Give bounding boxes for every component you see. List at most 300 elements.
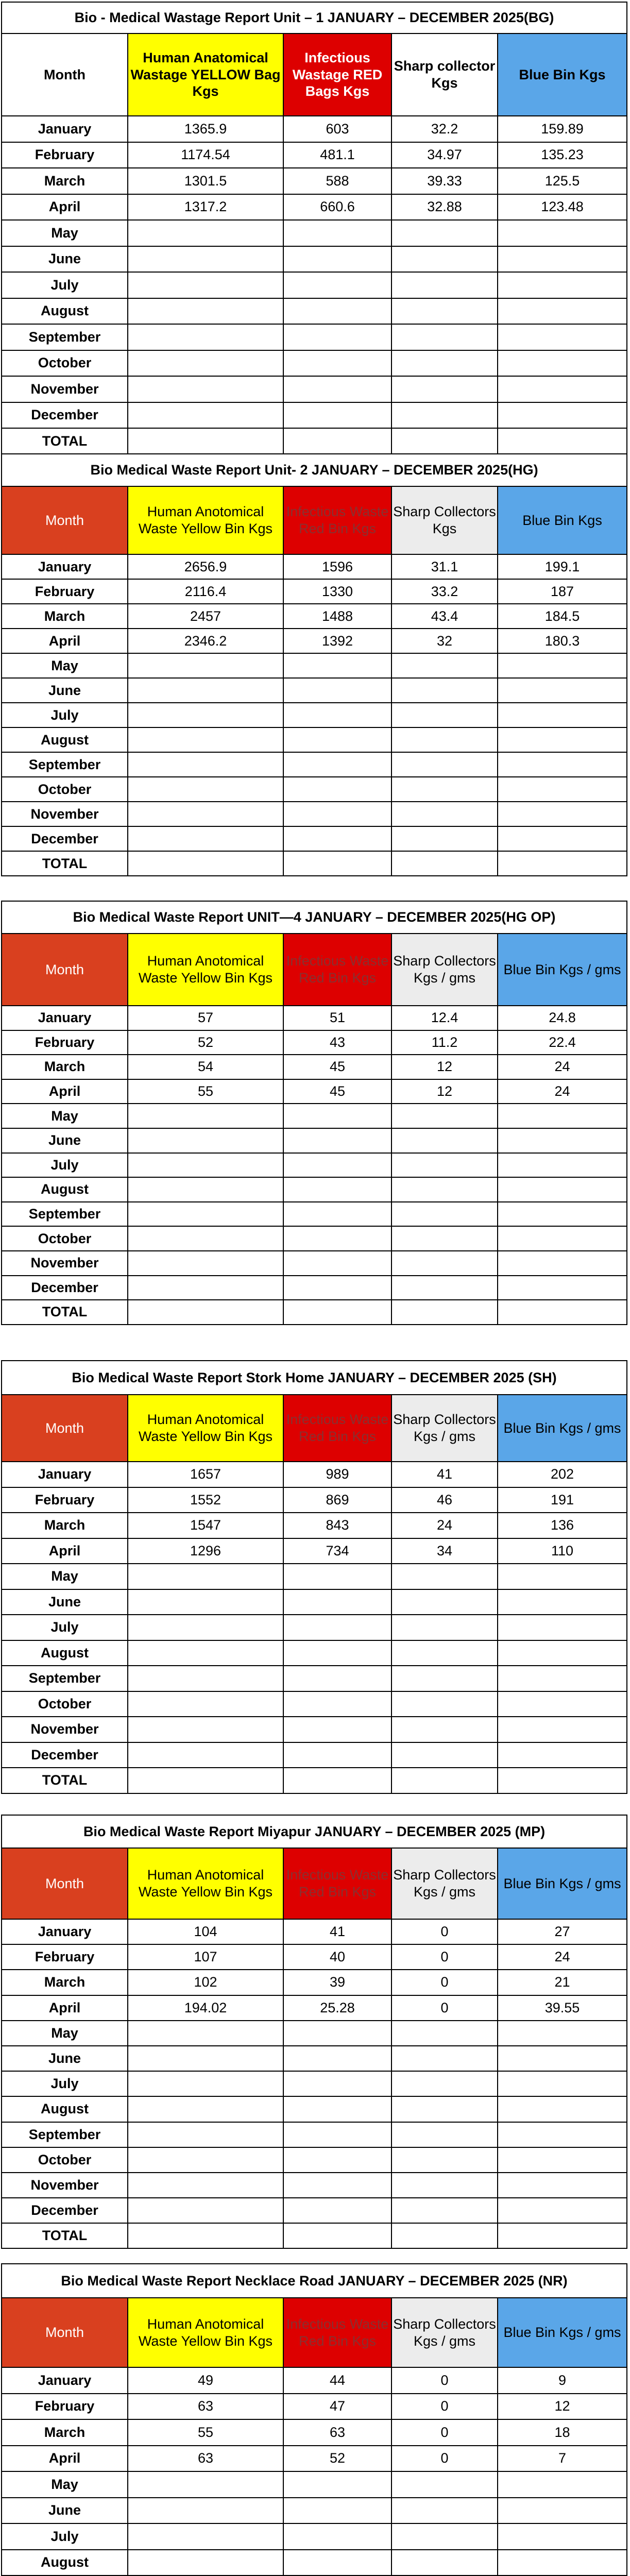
month-cell: January bbox=[2, 2367, 128, 2394]
sharp-collector-value bbox=[391, 2122, 498, 2147]
sharp-collector-value: 34.97 bbox=[391, 142, 498, 168]
table-row bbox=[2, 703, 627, 727]
red-bin-value bbox=[283, 1564, 391, 1589]
yellow-bin-value bbox=[128, 1251, 283, 1276]
red-bin-header: Infectious Waste Red Bin Kgs bbox=[283, 2298, 391, 2367]
yellow-bin-value: 102 bbox=[128, 1970, 283, 1995]
blue-bin-header: Blue Bin Kgs / gms bbox=[498, 1848, 627, 1919]
month-cell: January bbox=[2, 554, 128, 579]
month-cell: September bbox=[2, 324, 128, 350]
blue-bin-value: 24.8 bbox=[498, 1006, 627, 1030]
table-row bbox=[2, 1251, 627, 1276]
blue-bin-value bbox=[498, 727, 627, 752]
yellow-bin-value bbox=[128, 220, 283, 246]
sharp-collector-value: 31.1 bbox=[391, 554, 498, 579]
table-row bbox=[2, 1055, 627, 1079]
red-bin-value: 734 bbox=[283, 1538, 391, 1564]
yellow-bin-value bbox=[128, 2021, 283, 2046]
sharp-collector-value bbox=[391, 1300, 498, 1325]
blue-bin-value bbox=[498, 1615, 627, 1640]
red-bin-value bbox=[283, 2523, 391, 2550]
sharp-collector-value bbox=[391, 428, 498, 454]
sharp-collector-value bbox=[391, 246, 498, 273]
sharp-collector-value bbox=[391, 298, 498, 325]
sharp-collector-value: 0 bbox=[391, 1944, 498, 1970]
table-row bbox=[2, 298, 627, 325]
sharp-collector-value bbox=[391, 2173, 498, 2198]
yellow-bin-value: 2346.2 bbox=[128, 629, 283, 653]
report-header-row bbox=[2, 1395, 627, 1462]
yellow-bin-value: 49 bbox=[128, 2367, 283, 2394]
month-cell: July bbox=[2, 2523, 128, 2550]
blue-bin-value bbox=[498, 653, 627, 678]
yellow-bin-value bbox=[128, 703, 283, 727]
red-bin-value bbox=[283, 802, 391, 826]
table-row bbox=[2, 752, 627, 777]
yellow-bin-value bbox=[128, 1226, 283, 1251]
report-title-row bbox=[2, 901, 627, 934]
blue-bin-value bbox=[498, 1742, 627, 1768]
yellow-bin-value: 1657 bbox=[128, 1462, 283, 1487]
sharp-collector-value bbox=[391, 350, 498, 377]
month-cell: August bbox=[2, 1177, 128, 1202]
month-header: Month bbox=[2, 486, 128, 554]
blue-bin-value bbox=[498, 2198, 627, 2223]
sharp-collector-value bbox=[391, 1691, 498, 1717]
table-row bbox=[2, 1226, 627, 1251]
table-row bbox=[2, 1177, 627, 1202]
yellow-bin-value bbox=[128, 1564, 283, 1589]
red-bin-value bbox=[283, 2021, 391, 2046]
yellow-bin-value bbox=[128, 324, 283, 350]
month-cell: May bbox=[2, 653, 128, 678]
table-row bbox=[2, 2071, 627, 2096]
sharp-collector-value bbox=[391, 1177, 498, 1202]
blue-bin-value bbox=[498, 2223, 627, 2248]
sharp-collector-value: 0 bbox=[391, 2394, 498, 2420]
blue-bin-value bbox=[498, 1251, 627, 1276]
yellow-bin-value: 1296 bbox=[128, 1538, 283, 1564]
report-title-row bbox=[2, 1361, 627, 1395]
table-row bbox=[2, 678, 627, 703]
table-row bbox=[2, 1666, 627, 1691]
sharp-collector-value bbox=[391, 2223, 498, 2248]
yellow-bin-value bbox=[128, 246, 283, 273]
blue-bin-value bbox=[498, 1564, 627, 1589]
blue-bin-value: 21 bbox=[498, 1970, 627, 1995]
yellow-bin-value bbox=[128, 1768, 283, 1793]
blue-bin-value bbox=[498, 2122, 627, 2147]
month-cell: TOTAL bbox=[2, 851, 128, 876]
month-cell: October bbox=[2, 1226, 128, 1251]
red-bin-value bbox=[283, 1202, 391, 1227]
blue-bin-value bbox=[498, 402, 627, 429]
yellow-bin-value: 1301.5 bbox=[128, 168, 283, 194]
blue-bin-value bbox=[498, 2471, 627, 2498]
blue-bin-value: 184.5 bbox=[498, 604, 627, 629]
month-cell: May bbox=[2, 1104, 128, 1128]
table-row bbox=[2, 1462, 627, 1487]
report-header-row bbox=[2, 934, 627, 1006]
table-row bbox=[2, 1202, 627, 1227]
sharp-collector-value: 32.2 bbox=[391, 116, 498, 142]
red-bin-value bbox=[283, 2550, 391, 2576]
table-row bbox=[2, 1640, 627, 1666]
blue-bin-value: 136 bbox=[498, 1513, 627, 1538]
sharp-collector-value bbox=[391, 653, 498, 678]
yellow-bin-value: 2457 bbox=[128, 604, 283, 629]
sharp-collector-value bbox=[391, 1589, 498, 1615]
waste-report-table bbox=[1, 2, 627, 455]
red-bin-value: 25.28 bbox=[283, 1995, 391, 2021]
sharp-collector-value bbox=[391, 2046, 498, 2071]
table-row bbox=[2, 2419, 627, 2446]
sharp-collector-value bbox=[391, 2021, 498, 2046]
sharp-collector-header: Sharp Collectors Kgs / gms bbox=[391, 1848, 498, 1919]
red-bin-value: 40 bbox=[283, 1944, 391, 1970]
table-row bbox=[2, 2550, 627, 2576]
table-row bbox=[2, 168, 627, 194]
red-bin-value: 44 bbox=[283, 2367, 391, 2394]
yellow-bin-value bbox=[128, 1589, 283, 1615]
sharp-collector-value bbox=[391, 1742, 498, 1768]
month-header: Month bbox=[2, 1848, 128, 1919]
sharp-collector-value: 0 bbox=[391, 1919, 498, 1944]
month-cell: February bbox=[2, 1030, 128, 1055]
month-cell: February bbox=[2, 2394, 128, 2420]
yellow-bin-header: Human Anatomical Wastage YELLOW Bag Kgs bbox=[128, 33, 283, 116]
table-row bbox=[2, 1513, 627, 1538]
month-cell: November bbox=[2, 1717, 128, 1742]
yellow-bin-value bbox=[128, 1104, 283, 1128]
month-cell: September bbox=[2, 2122, 128, 2147]
sharp-collector-value: 34 bbox=[391, 1538, 498, 1564]
blue-bin-value bbox=[498, 1276, 627, 1300]
table-row bbox=[2, 1742, 627, 1768]
red-bin-value bbox=[283, 1742, 391, 1768]
yellow-bin-header: Human Anotomical Waste Yellow Bin Kgs bbox=[128, 486, 283, 554]
red-bin-value bbox=[283, 1768, 391, 1793]
month-cell: March bbox=[2, 2419, 128, 2446]
yellow-bin-value bbox=[128, 1742, 283, 1768]
red-bin-value bbox=[283, 2173, 391, 2198]
month-cell: April bbox=[2, 194, 128, 221]
red-bin-value bbox=[283, 2498, 391, 2524]
sharp-collector-value bbox=[391, 1251, 498, 1276]
month-cell: May bbox=[2, 220, 128, 246]
blue-bin-value: 187 bbox=[498, 579, 627, 604]
blue-bin-value: 22.4 bbox=[498, 1030, 627, 1055]
blue-bin-header: Blue Bin Kgs bbox=[498, 33, 627, 116]
month-cell: February bbox=[2, 1487, 128, 1513]
red-bin-value bbox=[283, 1615, 391, 1640]
table-row bbox=[2, 2122, 627, 2147]
blue-bin-value bbox=[498, 298, 627, 325]
yellow-bin-header: Human Anotomical Waste Yellow Bin Kgs bbox=[128, 1395, 283, 1462]
sharp-collector-value bbox=[391, 324, 498, 350]
sharp-collector-value bbox=[391, 2096, 498, 2122]
table-row bbox=[2, 2367, 627, 2394]
month-cell: November bbox=[2, 802, 128, 826]
table-row bbox=[2, 1615, 627, 1640]
sharp-collector-value bbox=[391, 2498, 498, 2524]
red-bin-value: 869 bbox=[283, 1487, 391, 1513]
table-row bbox=[2, 1768, 627, 1793]
month-cell: March bbox=[2, 604, 128, 629]
yellow-bin-value: 52 bbox=[128, 1030, 283, 1055]
yellow-bin-value bbox=[128, 1128, 283, 1153]
red-bin-value bbox=[283, 1104, 391, 1128]
blue-bin-value: 9 bbox=[498, 2367, 627, 2394]
yellow-bin-value bbox=[128, 1666, 283, 1691]
red-bin-value bbox=[283, 777, 391, 802]
blue-bin-value bbox=[498, 2173, 627, 2198]
month-cell: June bbox=[2, 1128, 128, 1153]
table-row bbox=[2, 194, 627, 221]
table-row bbox=[2, 350, 627, 377]
red-bin-value bbox=[283, 376, 391, 402]
month-header: Month bbox=[2, 934, 128, 1006]
blue-bin-value bbox=[498, 851, 627, 876]
sharp-collector-value bbox=[391, 1202, 498, 1227]
sharp-collector-value bbox=[391, 851, 498, 876]
table-row bbox=[2, 2471, 627, 2498]
sharp-collector-value bbox=[391, 777, 498, 802]
table-row bbox=[2, 2147, 627, 2173]
yellow-bin-value bbox=[128, 1640, 283, 1666]
table-row bbox=[2, 1970, 627, 1995]
sharp-collector-value: 32.88 bbox=[391, 194, 498, 221]
blue-bin-value: 27 bbox=[498, 1919, 627, 1944]
blue-bin-value: 24 bbox=[498, 1055, 627, 1079]
month-cell: July bbox=[2, 1153, 128, 1178]
month-cell: August bbox=[2, 2096, 128, 2122]
month-cell: December bbox=[2, 402, 128, 429]
red-bin-value bbox=[283, 2223, 391, 2248]
sharp-collector-value bbox=[391, 1666, 498, 1691]
month-cell: May bbox=[2, 2471, 128, 2498]
red-bin-header: Infectious Waste Red Bin Kgs bbox=[283, 934, 391, 1006]
red-bin-value: 1392 bbox=[283, 629, 391, 653]
yellow-bin-value: 55 bbox=[128, 2419, 283, 2446]
table-row bbox=[2, 1717, 627, 1742]
red-bin-header: Infectious Waste Red Bin Kgs bbox=[283, 1848, 391, 1919]
table-row bbox=[2, 653, 627, 678]
red-bin-value bbox=[283, 2096, 391, 2122]
red-bin-value bbox=[283, 428, 391, 454]
blue-bin-header: Blue Bin Kgs / gms bbox=[498, 1395, 627, 1462]
red-bin-value bbox=[283, 678, 391, 703]
yellow-bin-value: 1365.9 bbox=[128, 116, 283, 142]
yellow-bin-header: Human Anotomical Waste Yellow Bin Kgs bbox=[128, 934, 283, 1006]
blue-bin-value bbox=[498, 272, 627, 298]
red-bin-value bbox=[283, 2471, 391, 2498]
month-cell: May bbox=[2, 1564, 128, 1589]
table-row bbox=[2, 428, 627, 454]
sharp-collector-value: 24 bbox=[391, 1513, 498, 1538]
sharp-collector-value bbox=[391, 272, 498, 298]
red-bin-value: 45 bbox=[283, 1055, 391, 1079]
red-bin-value bbox=[283, 826, 391, 851]
table-row bbox=[2, 1538, 627, 1564]
month-cell: April bbox=[2, 1079, 128, 1104]
month-cell: August bbox=[2, 1640, 128, 1666]
sharp-collector-value bbox=[391, 1768, 498, 1793]
sharp-collector-value: 46 bbox=[391, 1487, 498, 1513]
yellow-bin-value bbox=[128, 1153, 283, 1178]
month-cell: September bbox=[2, 1666, 128, 1691]
red-bin-value: 52 bbox=[283, 2446, 391, 2472]
blue-bin-value bbox=[498, 376, 627, 402]
sharp-collector-value bbox=[391, 802, 498, 826]
month-cell: December bbox=[2, 1276, 128, 1300]
sharp-collector-value: 0 bbox=[391, 1970, 498, 1995]
blue-bin-value: 199.1 bbox=[498, 554, 627, 579]
red-bin-value bbox=[283, 1251, 391, 1276]
sharp-collector-value bbox=[391, 1276, 498, 1300]
red-bin-value: 481.1 bbox=[283, 142, 391, 168]
month-cell: TOTAL bbox=[2, 1768, 128, 1793]
red-bin-value bbox=[283, 1666, 391, 1691]
red-bin-value bbox=[283, 1691, 391, 1717]
red-bin-value bbox=[283, 350, 391, 377]
yellow-bin-value bbox=[128, 1300, 283, 1325]
yellow-bin-value bbox=[128, 2498, 283, 2524]
month-cell: April bbox=[2, 629, 128, 653]
month-header: Month bbox=[2, 1395, 128, 1462]
sharp-collector-value: 11.2 bbox=[391, 1030, 498, 1055]
red-bin-value: 1330 bbox=[283, 579, 391, 604]
month-cell: August bbox=[2, 298, 128, 325]
waste-report-table bbox=[1, 2263, 627, 2576]
blue-bin-value bbox=[498, 752, 627, 777]
sharp-collector-value: 33.2 bbox=[391, 579, 498, 604]
sharp-collector-header: Sharp Collectors Kgs / gms bbox=[391, 934, 498, 1006]
yellow-bin-value bbox=[128, 2523, 283, 2550]
month-cell: July bbox=[2, 703, 128, 727]
red-bin-value: 39 bbox=[283, 1970, 391, 1995]
blue-bin-value: 135.23 bbox=[498, 142, 627, 168]
month-cell: TOTAL bbox=[2, 428, 128, 454]
yellow-bin-value bbox=[128, 350, 283, 377]
yellow-bin-value: 63 bbox=[128, 2446, 283, 2472]
red-bin-value bbox=[283, 653, 391, 678]
red-bin-value: 63 bbox=[283, 2419, 391, 2446]
red-bin-value: 45 bbox=[283, 1079, 391, 1104]
table-row bbox=[2, 2198, 627, 2223]
yellow-bin-value bbox=[128, 2122, 283, 2147]
red-bin-value bbox=[283, 2046, 391, 2071]
table-row bbox=[2, 1919, 627, 1944]
blue-bin-value: 24 bbox=[498, 1079, 627, 1104]
blue-bin-header: Blue Bin Kgs / gms bbox=[498, 2298, 627, 2367]
blue-bin-value bbox=[498, 220, 627, 246]
blue-bin-value bbox=[498, 826, 627, 851]
blue-bin-value bbox=[498, 2550, 627, 2576]
yellow-bin-value bbox=[128, 2173, 283, 2198]
yellow-bin-value bbox=[128, 1276, 283, 1300]
month-cell: TOTAL bbox=[2, 2223, 128, 2248]
month-cell: March bbox=[2, 1513, 128, 1538]
blue-bin-value: 180.3 bbox=[498, 629, 627, 653]
red-bin-value bbox=[283, 324, 391, 350]
yellow-bin-value bbox=[128, 2198, 283, 2223]
yellow-bin-value: 54 bbox=[128, 1055, 283, 1079]
report-title: Bio Medical Waste Report Unit- 2 JANUARY – DECEMBER 2025(HG) bbox=[2, 454, 627, 486]
yellow-bin-value: 2656.9 bbox=[128, 554, 283, 579]
table-row bbox=[2, 851, 627, 876]
table-row bbox=[2, 1006, 627, 1030]
table-row bbox=[2, 2021, 627, 2046]
yellow-bin-value: 1174.54 bbox=[128, 142, 283, 168]
month-cell: November bbox=[2, 376, 128, 402]
red-bin-value: 43 bbox=[283, 1030, 391, 1055]
yellow-bin-value: 104 bbox=[128, 1919, 283, 1944]
month-cell: January bbox=[2, 116, 128, 142]
table-row bbox=[2, 826, 627, 851]
red-bin-value bbox=[283, 752, 391, 777]
table-row bbox=[2, 246, 627, 273]
table-row bbox=[2, 554, 627, 579]
table-row bbox=[2, 2498, 627, 2524]
month-cell: June bbox=[2, 246, 128, 273]
blue-bin-value bbox=[498, 2071, 627, 2096]
blue-bin-value: 7 bbox=[498, 2446, 627, 2472]
yellow-bin-value: 194.02 bbox=[128, 1995, 283, 2021]
table-row bbox=[2, 2446, 627, 2472]
red-bin-value bbox=[283, 1300, 391, 1325]
sharp-collector-header: Sharp Collectors Kgs / gms bbox=[391, 2298, 498, 2367]
waste-report-table bbox=[1, 453, 627, 876]
report-title-row bbox=[2, 2, 627, 33]
month-cell: March bbox=[2, 1970, 128, 1995]
report-header-row bbox=[2, 1848, 627, 1919]
table-row bbox=[2, 376, 627, 402]
blue-bin-value bbox=[498, 1177, 627, 1202]
blue-bin-value bbox=[498, 1153, 627, 1178]
red-bin-value bbox=[283, 1177, 391, 1202]
table-row bbox=[2, 2523, 627, 2550]
month-cell: April bbox=[2, 1538, 128, 1564]
yellow-bin-value bbox=[128, 777, 283, 802]
red-bin-value bbox=[283, 1640, 391, 1666]
blue-bin-value bbox=[498, 777, 627, 802]
red-bin-value bbox=[283, 1226, 391, 1251]
table-row bbox=[2, 116, 627, 142]
sharp-collector-header: Sharp collector Kgs bbox=[391, 33, 498, 116]
month-cell: June bbox=[2, 2046, 128, 2071]
yellow-bin-value: 1552 bbox=[128, 1487, 283, 1513]
month-cell: February bbox=[2, 579, 128, 604]
red-bin-value bbox=[283, 1276, 391, 1300]
blue-bin-value bbox=[498, 1226, 627, 1251]
blue-bin-value: 110 bbox=[498, 1538, 627, 1564]
report-header-row bbox=[2, 33, 627, 116]
blue-bin-value bbox=[498, 1104, 627, 1128]
blue-bin-value bbox=[498, 1691, 627, 1717]
yellow-bin-value: 107 bbox=[128, 1944, 283, 1970]
month-cell: April bbox=[2, 2446, 128, 2472]
sharp-collector-value: 43.4 bbox=[391, 604, 498, 629]
month-cell: November bbox=[2, 1251, 128, 1276]
yellow-bin-value bbox=[128, 376, 283, 402]
red-bin-value bbox=[283, 2122, 391, 2147]
red-bin-value: 1596 bbox=[283, 554, 391, 579]
sharp-collector-value bbox=[391, 2198, 498, 2223]
blue-bin-value bbox=[498, 1202, 627, 1227]
blue-bin-value bbox=[498, 802, 627, 826]
blue-bin-value: 159.89 bbox=[498, 116, 627, 142]
